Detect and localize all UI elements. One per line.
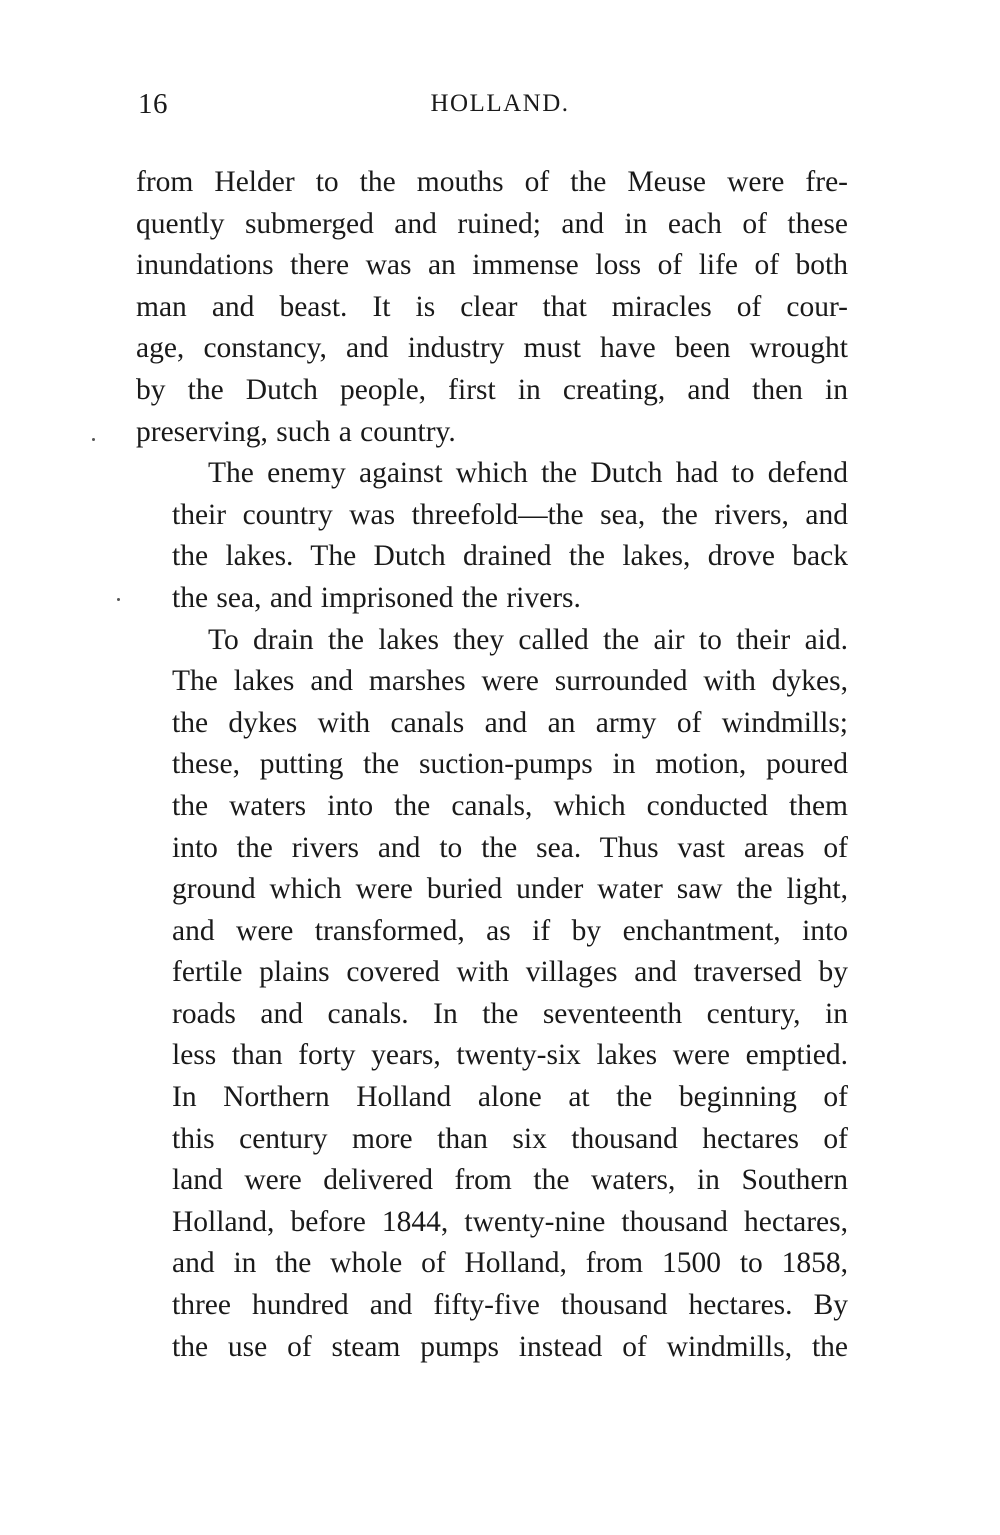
text-line: the sea, and imprisoned the rivers. [172, 581, 581, 614]
text-line: The lakes and marshes were surrounded with dykes, [172, 665, 848, 698]
text-line: these, putting the suction-pumps in motion, poured [172, 748, 848, 781]
text-line: three hundred and fifty-five thousand hectares. By [172, 1289, 848, 1322]
text-line: by the Dutch people, first in creating, and then in [136, 373, 848, 406]
text-line: and in the whole of Holland, from 1500 to 1858, [172, 1247, 848, 1280]
text-line: Holland, before 1844, twenty-nine thousand hectares, [172, 1205, 848, 1238]
page-header [138, 88, 850, 128]
text-line: from Helder to the mouths of the Meuse were fre- [136, 166, 848, 198]
text-line: fertile plains covered with villages and traversed by [172, 956, 848, 989]
margin-speck [92, 438, 95, 441]
text-line: In Northern Holland alone at the beginning of [172, 1081, 848, 1114]
text-line: the use of steam pumps instead of windmills, the [172, 1330, 848, 1363]
text-line: ground which were buried under water saw the light, [172, 873, 848, 906]
paragraph-3 [136, 620, 848, 1369]
page-number: 16 [138, 88, 168, 120]
margin-speck [117, 598, 120, 601]
text-line: land were delivered from the waters, in Southern [172, 1164, 848, 1197]
text-line: this century more than six thousand hectares of [172, 1122, 848, 1155]
text-line: and were transformed, as if by enchantment, into [172, 914, 848, 947]
text-line: The enemy against which the Dutch had to defend [208, 457, 848, 490]
text-line: into the rivers and to the sea. Thus vast areas of [172, 831, 848, 864]
body-text [136, 162, 848, 1368]
text-line: the waters into the canals, which conducted them [172, 789, 848, 822]
text-line: the lakes. The Dutch drained the lakes, drove back [172, 540, 848, 573]
text-line: roads and canals. In the seventeenth century, in [172, 997, 848, 1030]
text-line: their country was threefold—the sea, the rivers, and [172, 498, 848, 531]
text-line: the dykes with canals and an army of windmills; [172, 706, 848, 739]
text-line: quently submerged and ruined; and in each of these [136, 207, 848, 240]
running-head: HOLLAND. [430, 90, 570, 117]
text-line: less than forty years, twenty-six lakes were emptied. [172, 1039, 848, 1072]
paragraph-1 [136, 162, 848, 453]
text-line: age, constancy, and industry must have been wrought [136, 332, 848, 365]
text-line: inundations there was an immense loss of life of both [136, 249, 848, 282]
paragraph-2 [136, 453, 848, 619]
text-line: preserving, such a country. [136, 415, 456, 448]
text-line: man and beast. It is clear that miracles of cour- [136, 290, 848, 323]
text-line: To drain the lakes they called the air to their aid. [208, 623, 848, 656]
